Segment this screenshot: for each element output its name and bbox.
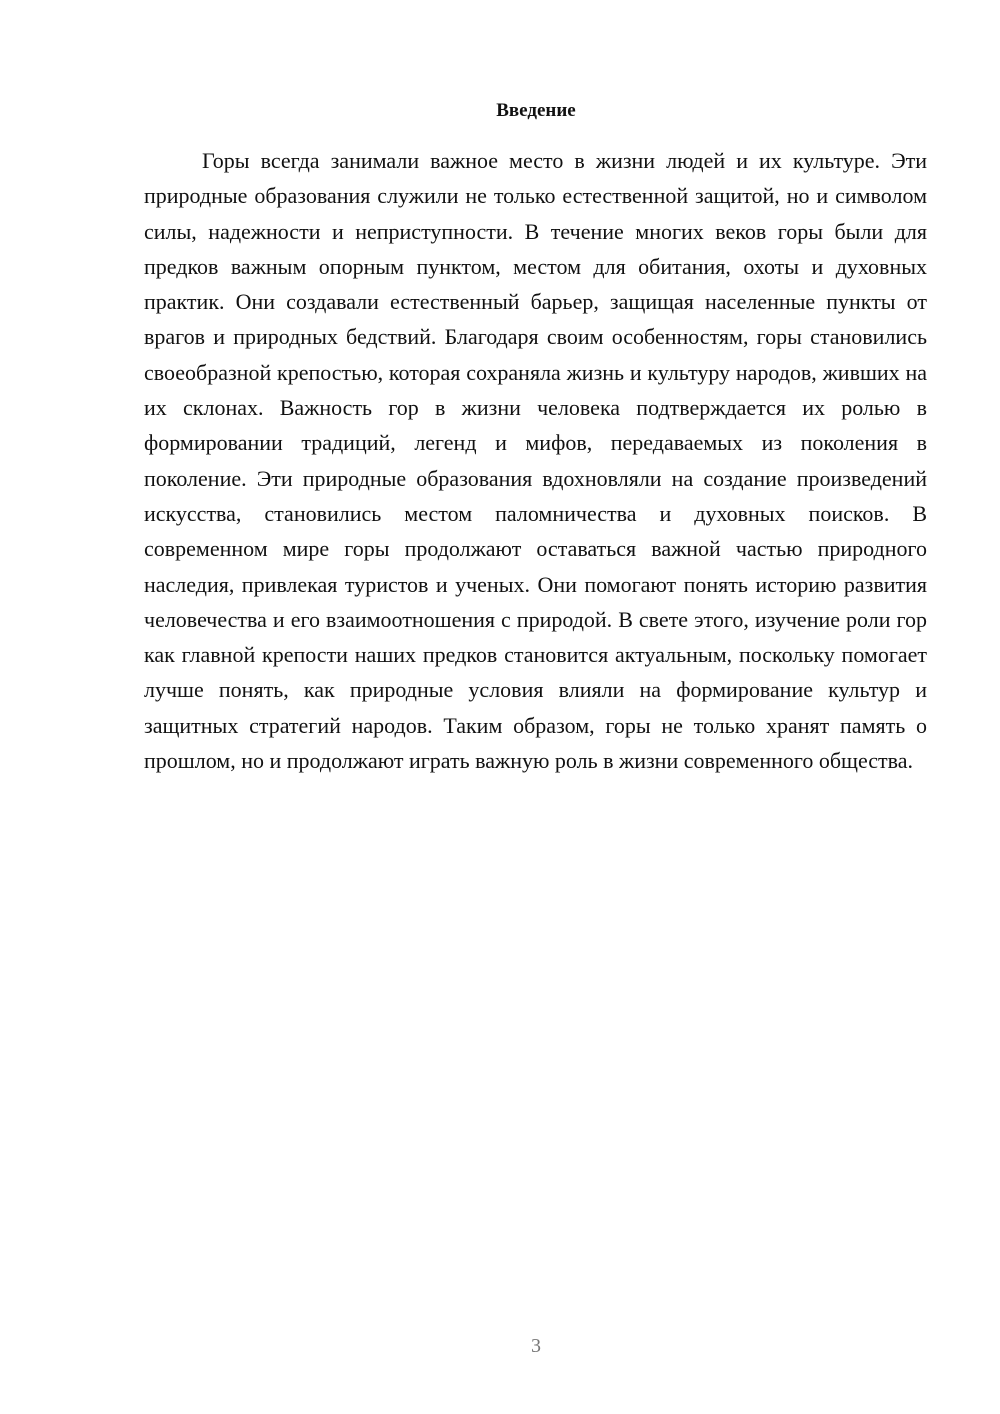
page-number: 3 <box>531 1335 541 1357</box>
body-paragraph: Горы всегда занимали важное место в жизни людей и их культуре. Эти природные образования служили не только естественной защитой, но и символом силы, надежности и неприступности. В течение многих веков горы были для предков важным опорным пунктом, местом для обитания, охоты и духовных практик. Они создавали естественный барьер, защищая населенные пункты от врагов и природных бедствий. Благодаря своим особенностям, горы становились своеобразной крепостью, которая сохраняла жизнь и культуру народов, живших на их склонах. Важность гор в жизни человека подтверждается их ролью в формировании традиций, легенд и мифов, передаваемых из поколения в поколение. Эти природные образования вдохновляли на создание произведений искусства, становились местом паломничества и духовных поисков. В современном мире горы продолжают оставаться важной частью природного наследия, привлекая туристов и ученых. Они помогают понять историю развития человечества и его взаимоотношения с природой. В свете этого, изучение роли гор как главной крепости наших предков становится актуальным, поскольку помогает лучше понять, как природные условия влияли на формирование культур и защитных стратегий народов. Таким образом, горы не только хранят память о прошлом, но и продолжают играть важную роль в жизни современного общества. <box>144 148 927 774</box>
section-heading: Введение <box>496 100 576 121</box>
